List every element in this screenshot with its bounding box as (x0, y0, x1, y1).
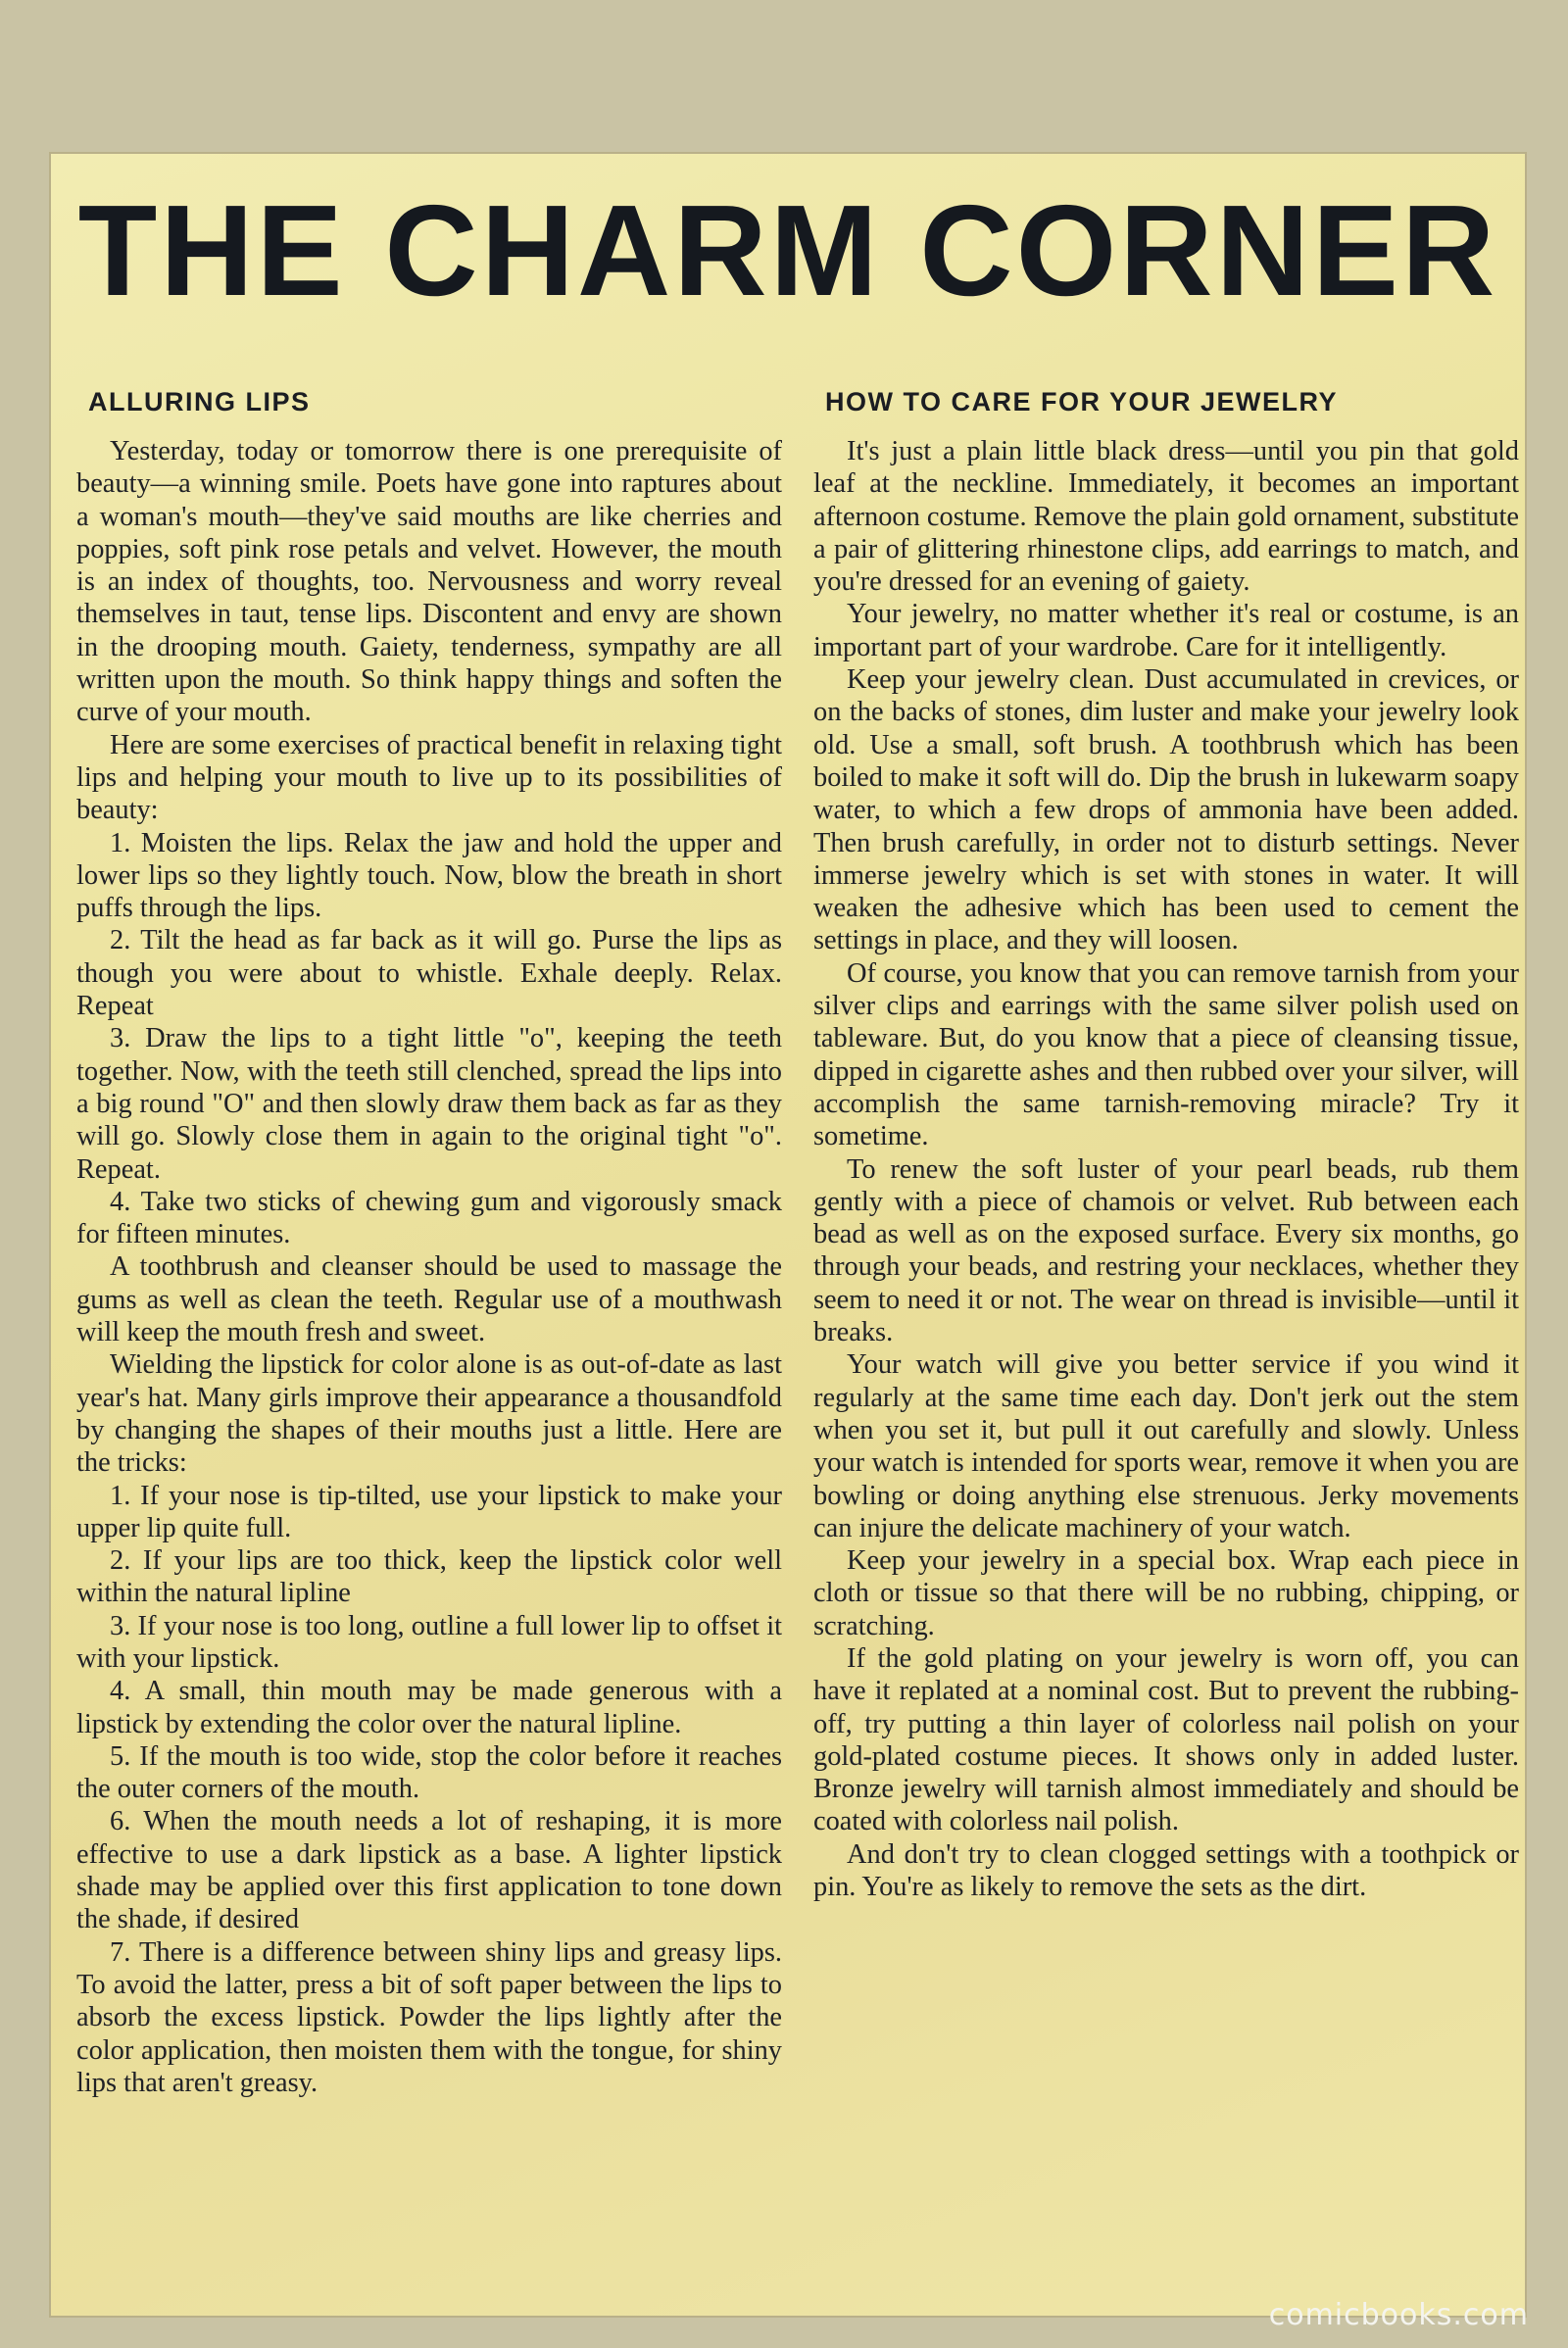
paragraph: 3. If your nose is too long, outline a full lower lip to offset it with your lipstick. (76, 1610, 782, 1674)
paragraph: Your jewelry, no matter whether it's real or costume, is an important part of your wardrobe. Care for it intelligently. (813, 599, 1519, 662)
paragraph: Here are some exercises of practical benefit in relaxing tight lips and helping your mouth to live up to its possibilities of beauty: (76, 729, 782, 826)
paragraph: 1. Moisten the lips. Relax the jaw and hold the upper and lower lips so they lightly touch. Now, blow the breath in short puffs through the lips. (76, 827, 782, 924)
paragraph: 2. Tilt the head as far back as it will go. Purse the lips as though you were about to whistle. Exhale deeply. Relax. Repeat (76, 925, 782, 1022)
paragraph: 7. There is a difference between shiny lips and greasy lips. To avoid the latter, press a bit of soft paper between the lips to absorb the excess lipstick. Powder the lips lightly after the color application, then moisten them with the tongue, for shiny lips that aren't greasy. (76, 1936, 782, 2098)
paragraph: To renew the soft luster of your pearl beads, rub them gently with a piece of chamois or velvet. Rub between each bead as well as on the exposed surface. Every six months, go through your beads, and restring your necklaces, whether they seem to need it or not. The wear on thread is invisible—until it breaks. (813, 1153, 1519, 1348)
paragraph: If the gold plating on your jewelry is worn off, you can have it replated at a nominal cost. But to prevent the rubbing-off, try putting a thin layer of colorless nail polish on your gold-plated costume pieces. It shows only in added luster. Bronze jewelry will tarnish almost immediately and should be coated with colorless nail polish. (813, 1642, 1519, 1837)
paragraph: A toothbrush and cleanser should be used to massage the gums as well as clean the teeth. Regular use of a mouthwash will keep the mouth fresh and sweet. (76, 1251, 782, 1348)
paragraph: Yesterday, today or tomorrow there is one prerequisite of beauty—a winning smile. Poets have gone into raptures about a woman's mouth—they've said mouths are like cherries and poppies, soft pink rose petals and velvet. However, the mouth is an index of thoughts, too. Nervousness and worry reveal themselves in taut, tense lips. Discontent and envy are shown in the drooping mouth. Gaiety, tenderness, sympathy are all written upon the mouth. So think happy things and soften the curve of your mouth. (76, 436, 782, 728)
watermark: comicbooks.com (1268, 2298, 1529, 2332)
paragraph: 4. A small, thin mouth may be made generous with a lipstick by extending the color over the natural lipline. (76, 1676, 782, 1739)
section-heading-alluring-lips: ALLURING LIPS (88, 387, 311, 416)
paragraph: 6. When the mouth needs a lot of reshaping, it is more effective to use a dark lipstick as a base. A lighter lipstick shade may be applied over this first application to tone down the shade, if desired (76, 1806, 782, 1935)
paragraph: 5. If the mouth is too wide, stop the color before it reaches the outer corners of the mouth. (76, 1740, 782, 1805)
paragraph: 4. Take two sticks of chewing gum and vigorously smack for fifteen minutes. (76, 1186, 782, 1250)
page-title: THE CHARM CORNER (77, 178, 1498, 322)
paragraph: 2. If your lips are too thick, keep the lipstick color well within the natural lipline (76, 1545, 782, 1609)
paragraph: And don't try to clean clogged settings with a toothpick or pin. You're as likely to remove the sets as the dirt. (813, 1838, 1519, 1903)
paragraph: 1. If your nose is tip-tilted, use your lipstick to make your upper lip quite full. (76, 1480, 782, 1543)
paragraph: 3. Draw the lips to a tight little "o", keeping the teeth together. Now, with the teeth still clenched, spread the lips into a big round "O" and then slowly draw them back as far as they will go. Slowly close them in again to the original tight "o". Repeat. (76, 1023, 782, 1185)
paragraph: Wielding the lipstick for color alone is as out-of-date as last year's hat. Many girls improve their appearance a thousandfold by changing the shapes of their mouths just a little. Here are the tricks: (76, 1349, 782, 1479)
paragraph: Your watch will give you better service if you wind it regularly at the same time each day. Don't jerk out the stem when you set it, but pull it out carefully and slowly. Unless your watch is intended for sports wear, remove it when you are bowling or doing anything else strenuous. Jerky movements can injure the delicate machinery of your watch. (813, 1349, 1519, 1543)
comic-page (49, 152, 1527, 2318)
paragraph: Keep your jewelry in a special box. Wrap each piece in cloth or tissue so that there will be no rubbing, chipping, or scratching. (813, 1545, 1519, 1641)
paragraph: Of course, you know that you can remove tarnish from your silver clips and earrings with the same silver polish used on tableware. But, do you know that a piece of cleansing tissue, dipped in cigarette ashes and then rubbed over your silver, will accomplish the same tarnish-removing miracle? Try it sometime. (813, 957, 1519, 1152)
column-jewelry-care (813, 387, 1519, 1903)
paragraph: Keep your jewelry clean. Dust accumulated in crevices, or on the backs of stones, dim luster and make your jewelry look old. Use a small, soft brush. A toothbrush which has been boiled to make it soft will do. Dip the brush in lukewarm soapy water, to which a few drops of ammonia have been added. Then brush carefully, in order not to disturb settings. Never immerse jewelry which is set with stones in water. It will weaken the adhesive which has been used to cement the settings in place, and they will loosen. (813, 664, 1519, 956)
column-alluring-lips (76, 387, 782, 2099)
section-heading-jewelry: HOW TO CARE FOR YOUR JEWELRY (825, 387, 1339, 416)
paragraph: It's just a plain little black dress—until you pin that gold leaf at the neckline. Immediately, it becomes an important afternoon costume. Remove the plain gold ornament, substitute a pair of glittering rhinestone clips, add earrings to match, and you're dressed for an evening of gaiety. (813, 436, 1519, 598)
